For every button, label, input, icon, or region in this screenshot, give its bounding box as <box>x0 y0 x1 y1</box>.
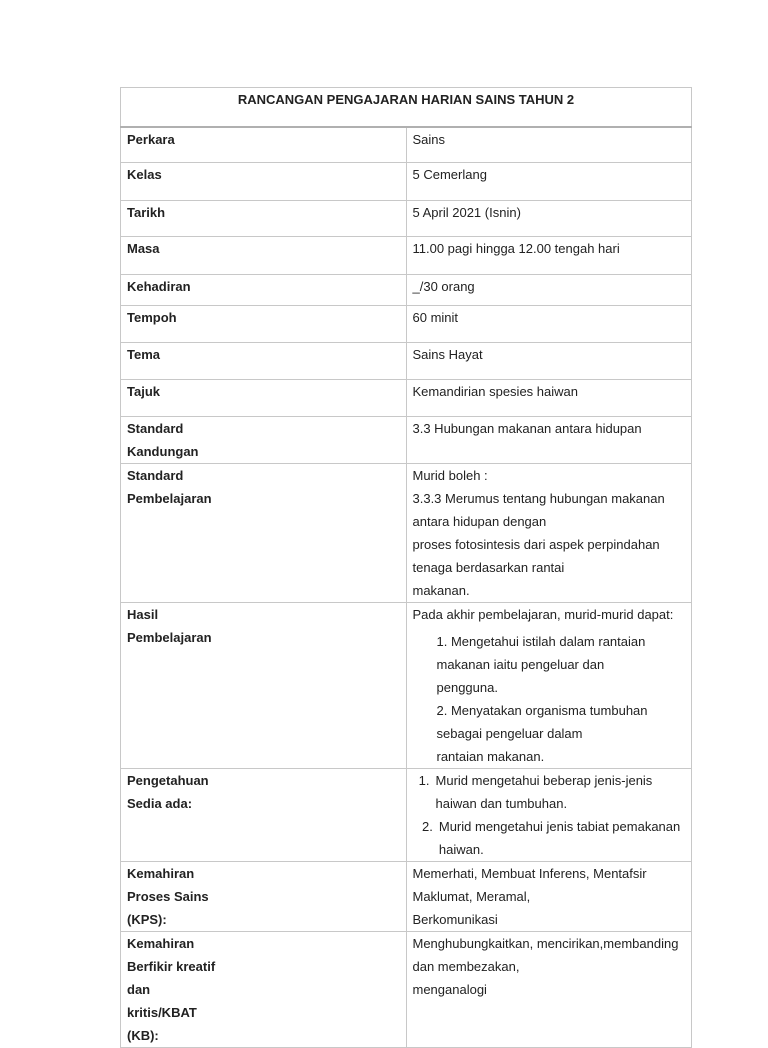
label-line: (KPS): <box>127 912 167 927</box>
label-standard-kandungan <box>121 417 407 464</box>
label-standard-pembelajaran <box>121 464 407 603</box>
list-number: 1. <box>418 773 430 788</box>
row-kelas <box>121 163 692 201</box>
text-line: 2. Menyatakan organisma tumbuhan sebagai pengeluar dalam <box>436 703 648 741</box>
row-kbat <box>121 932 692 1048</box>
label-line: Standard <box>127 468 184 483</box>
label-tema: Tema <box>121 343 407 380</box>
row-masa <box>121 237 692 275</box>
value-tarikh: 5 April 2021 (Isnin) <box>406 201 692 237</box>
value-standard-kandungan: 3.3 Hubungan makanan antara hidupan <box>406 417 692 464</box>
value-kps <box>406 862 692 932</box>
value-standard-pembelajaran <box>406 464 692 603</box>
text-line: makanan. <box>412 583 470 598</box>
label-line: (KB): <box>127 1028 159 1043</box>
text-line: menganalogi <box>412 982 487 997</box>
row-kps <box>121 862 692 932</box>
value-pengetahuan-sedia-ada <box>406 769 692 862</box>
label-tarikh: Tarikh <box>121 201 407 237</box>
lesson-plan-document <box>120 87 692 1048</box>
row-perkara <box>121 127 692 163</box>
text-line: Pada akhir pembelajaran, murid-murid dapat: <box>412 607 674 622</box>
text-line: proses fotosintesis dari aspek perpindahan tenaga berdasarkan rantai <box>412 537 660 575</box>
label-kehadiran: Kehadiran <box>121 275 407 306</box>
title-row <box>121 88 692 127</box>
label-line: Pembelajaran <box>127 630 212 645</box>
text-line: rantaian makanan. <box>436 749 545 764</box>
label-pengetahuan-sedia-ada <box>121 769 407 862</box>
list-item <box>413 815 686 861</box>
list-text: Murid mengetahui jenis tabiat pemakanan haiwan. <box>438 819 681 857</box>
list-text: Murid mengetahui beberap jenis-jenis haiwan dan tumbuhan. <box>435 773 653 811</box>
label-line: Hasil <box>127 607 159 622</box>
label-line: Kemahiran <box>127 936 195 951</box>
text-line: Menghubungkaitkan, mencirikan,membanding dan membezakan, <box>412 936 679 974</box>
text-line: Murid boleh : <box>412 468 488 483</box>
label-line: Kandungan <box>127 444 199 459</box>
row-standard-kandungan <box>121 417 692 464</box>
text-line: Berkomunikasi <box>412 912 498 927</box>
row-hasil-pembelajaran <box>121 603 692 769</box>
text-line: 3.3.3 Merumus tentang hubungan makanan antara hidupan dengan <box>412 491 665 529</box>
label-perkara: Perkara <box>121 127 407 163</box>
lesson-plan-table <box>120 87 692 1048</box>
list-number: 2. <box>422 819 433 834</box>
label-kps <box>121 862 407 932</box>
label-tempoh: Tempoh <box>121 306 407 343</box>
title-text: RANCANGAN PENGAJARAN HARIAN SAINS TAHUN 2 <box>237 92 575 107</box>
row-tajuk <box>121 380 692 417</box>
label-line: Pengetahuan <box>127 773 209 788</box>
value-tajuk: Kemandirian spesies haiwan <box>406 380 692 417</box>
row-tema <box>121 343 692 380</box>
label-hasil-pembelajaran <box>121 603 407 769</box>
text-line: 1. Mengetahui istilah dalam rantaian makanan iaitu pengeluar dan <box>436 634 646 672</box>
row-standard-pembelajaran <box>121 464 692 603</box>
value-kbat <box>406 932 692 1048</box>
value-tema: Sains Hayat <box>406 343 692 380</box>
label-line: Kemahiran <box>127 866 195 881</box>
label-tajuk: Tajuk <box>121 380 407 417</box>
text-line: Memerhati, Membuat Inferens, Mentafsir Maklumat, Meramal, <box>412 866 647 904</box>
label-line: Sedia ada: <box>127 796 193 811</box>
row-tarikh <box>121 201 692 237</box>
label-line: Standard <box>127 421 184 436</box>
label-line: Pembelajaran <box>127 491 212 506</box>
value-kelas: 5 Cemerlang <box>406 163 692 201</box>
row-kehadiran <box>121 275 692 306</box>
row-tempoh <box>121 306 692 343</box>
label-line: dan <box>127 982 151 997</box>
label-line: Proses Sains <box>127 889 209 904</box>
label-masa: Masa <box>121 237 407 275</box>
value-masa: 11.00 pagi hingga 12.00 tengah hari <box>406 237 692 275</box>
list-item <box>413 769 686 815</box>
text-line: pengguna. <box>436 680 498 695</box>
document-title <box>121 88 692 127</box>
value-hasil-pembelajaran <box>406 603 692 769</box>
value-perkara: Sains <box>406 127 692 163</box>
row-pengetahuan-sedia-ada <box>121 769 692 862</box>
label-line: kritis/KBAT <box>127 1005 197 1020</box>
label-kelas: Kelas <box>121 163 407 201</box>
label-kbat <box>121 932 407 1048</box>
value-kehadiran: _/30 orang <box>406 275 692 306</box>
label-line: Berfikir kreatif <box>127 959 216 974</box>
prior-knowledge-list <box>413 769 686 861</box>
value-tempoh: 60 minit <box>406 306 692 343</box>
